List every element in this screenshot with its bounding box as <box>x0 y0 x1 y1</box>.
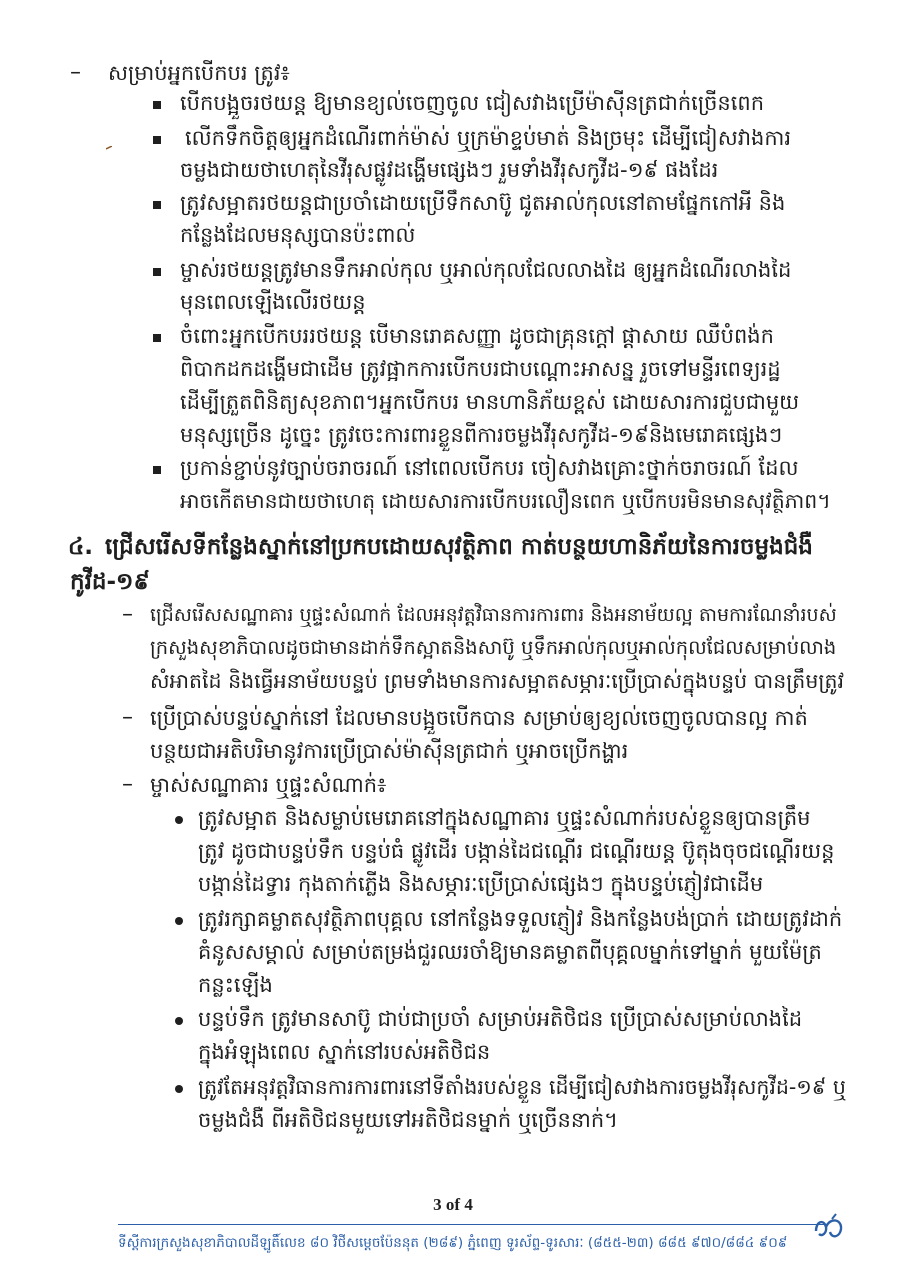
section-item-1-line-3: សំអាតដៃ និងធ្វើអនាម័យបន្ទប់ ព្រមទាំងមានការសម្អាតសម្ភារៈប្រើប្រាស់ក្នុងបន្ទប់ បានត្រឹមត្រូវ <box>150 669 844 693</box>
driver-bullet-5-line-3: ដើម្បីត្រួតពិនិត្យសុខភាព។អ្នកបើកបរ មានហានិភ័យខ្ពស់ ដោយសារការជួបជាមួយ <box>180 390 800 414</box>
driver-bullet-3-line-1: ត្រូវសម្អាតរថយន្តជាប្រចាំដោយប្រើទឹកសាប៊ូ ជូតអាល់កុលនៅតាមផ្នែកកៅអី និង <box>180 191 786 215</box>
owner-bullet-4-line-2: ចម្លងជំងឺ ពីអតិថិជនមួយទៅអតិថិជនម្នាក់ ឬច្រើននាក់។ <box>198 1108 619 1132</box>
square-bullet <box>153 466 161 474</box>
driver-bullet-6-line-1: ប្រកាន់ខ្ជាប់នូវច្បាប់ចរាចរណ៍ នៅពេលបើកបរ ចៀសវាងគ្រោះថ្នាក់ចរាចរណ៍ ដែល <box>180 456 799 480</box>
section-title-line-1: ជ្រើសរើសទីកន្លែងស្នាក់នៅប្រកបដោយសុវត្ថិភាព កាត់បន្ថយហានិភ័យនៃការចម្លងជំងឺ <box>105 534 813 560</box>
section-title-line-2: កូវីដ-១៩ <box>70 569 150 595</box>
footer-rule <box>118 1224 828 1225</box>
section-item-1-line-1: ជ្រើសរើសសណ្ឋាគារ ឬផ្ទះសំណាក់ ដែលអនុវត្តវិធានការការពារ និងអនាម័យល្អ តាមការណែនាំរបស់ <box>150 604 837 626</box>
owner-bullet-2-line-3: កន្លះឡើង <box>198 973 273 997</box>
owner-bullet-2-line-2: គំនូសសម្គាល់ សម្រាប់តម្រង់ជួរឈរចាំឱ្យមានគម្លាតពីបុគ្គលម្នាក់ទៅម្នាក់ មួយម៉ែត្រ <box>198 940 822 964</box>
ministry-logo-icon <box>812 1213 846 1243</box>
driver-bullet-5-line-1: ចំពោះអ្នកបើកបររថយន្ត បើមានរោគសញ្ញា ដូចជាគ្រុនក្តៅ ផ្តាសាយ ឈឺបំពង់ក <box>180 324 774 348</box>
round-bullet <box>175 1017 183 1025</box>
dash-marker: – <box>122 705 133 730</box>
owner-bullet-4-line-1: ត្រូវតែអនុវត្តវិធានការការពារនៅទីតាំងរបស់ខ្លួន ដើម្បីជៀសវាងការចម្លងវីរុសកូវីដ-១៩ ឬ <box>198 1075 846 1099</box>
driver-bullet-5-line-4: មនុស្សច្រើន ដូច្នេះ ត្រូវចេះការពារខ្លួនពីការចម្លងវីរុសកូវីដ-១៩និងមេរោគផ្សេងៗ <box>180 423 783 447</box>
dash-marker: – <box>122 602 133 627</box>
round-bullet <box>175 1085 183 1093</box>
driver-bullet-2-line-1: លើកទឹកចិត្តឲ្យអ្នកដំណើរពាក់ម៉ាស់ ឬក្រម៉ាខ្ទប់មាត់ និងច្រមុះ ដើម្បីជៀសវាងការ <box>185 126 792 150</box>
section-item-3-line-1: ម្ចាស់សណ្ឋាគារ ឬផ្ទះសំណាក់៖ <box>150 773 387 797</box>
square-bullet <box>153 201 161 209</box>
round-bullet <box>175 816 183 824</box>
dash-marker: – <box>70 60 81 85</box>
driver-bullet-6-line-2: អាចកើតមានជាយថាហេតុ ដោយសារការបើកបរលឿនពេក ឬបើកបរមិនមានសុវត្ថិភាព។ <box>180 489 831 513</box>
section-item-1-line-2: ក្រសួងសុខាភិបាលដូចជាមានដាក់ទឹកស្អាតនិងសាប៊ូ ឬទឹកអាល់កុលឬអាល់កុលជែលសម្រាប់លាង <box>150 636 837 659</box>
intro-line: សម្រាប់អ្នកបើកបរ ត្រូវ៖ <box>108 61 290 85</box>
square-bullet <box>153 334 161 342</box>
section-item-2-line-2: បន្ថយជាអតិបរិមានូវការប្រើប្រាស់ម៉ាស៊ីនត្រជាក់ ឬអាចប្រើកង្ហារ <box>150 739 629 763</box>
square-bullet <box>153 136 161 144</box>
owner-bullet-3-line-1: បន្ទប់ទឹក ត្រូវមានសាប៊ូ ជាប់ជាប្រចាំ សម្រាប់អតិថិជន ប្រើប្រាស់សម្រាប់លាងដៃ <box>198 1007 803 1031</box>
owner-bullet-1-line-3: បង្កាន់ដៃទ្វារ កុងតាក់ភ្លើង និងសម្ភារៈប្រើប្រាស់ផ្សេងៗ ក្នុងបន្ទប់ភ្ញៀវជាដើម <box>198 872 764 896</box>
owner-bullet-2-line-1: ត្រូវរក្សាគម្លាតសុវត្ថិភាពបុគ្គល នៅកន្លែងទទួលភ្ញៀវ និងកន្លែងបង់ប្រាក់ ដោយត្រូវដាក់ <box>198 907 843 931</box>
section-number: ៤. <box>68 534 94 560</box>
owner-bullet-3-line-2: ក្នុងអំឡុងពេល ស្នាក់នៅរបស់អតិថិជន <box>198 1040 491 1064</box>
driver-bullet-2-line-2: ចម្លងជាយថាហេតុនៃវីរុសផ្លូវដង្ហើមផ្សេងៗ រួមទាំងវីរុសកូវីដ-១៩ ផងដែរ <box>180 158 719 182</box>
dash-marker: – <box>122 772 133 797</box>
page-number: 3 of 4 <box>433 1195 473 1214</box>
driver-bullet-1-line-1: បើកបង្អួចរថយន្ត ឱ្យមានខ្យល់ចេញចូល ជៀសវាងប្រើម៉ាស៊ីនត្រជាក់ច្រើនពេក <box>180 91 765 115</box>
driver-bullet-3-line-2: កន្លែងដែលមនុស្សបានប៉ះពាល់ <box>180 223 416 247</box>
pen-mark <box>106 146 112 150</box>
footer-address: ទីស្តីការក្រសួងសុខាភិបាលដីឡូតិ៍លេខ ៨០ វិថីសម្តេចប៉ែននុត (២៨៩) ភ្នំពេញ ទូរស័ព្ទ-ទូរសារៈ (៨៥៥-២៣) ៨៨៥ ៩៧០/៨៨៤ ៩០៩ <box>118 1235 788 1251</box>
round-bullet <box>175 917 183 925</box>
driver-bullet-4-line-2: មុនពេលឡើងលើរថយន្ត <box>180 290 366 314</box>
section-item-2-line-1: ប្រើប្រាស់បន្ទប់ស្នាក់នៅ ដែលមានបង្អួចបើកបាន សម្រាប់ឲ្យខ្យល់ចេញចូលបានល្អ កាត់ <box>150 706 808 730</box>
square-bullet <box>153 268 161 276</box>
driver-bullet-5-line-2: ពិបាកដកដង្ហើមជាដើម ត្រូវផ្អាកការបើកបរជាបណ្តោះអាសន្ន រួចទៅមន្ទីរពេទ្យរដ្ឋ <box>180 357 781 381</box>
owner-bullet-1-line-1: ត្រូវសម្អាត និងសម្លាប់មេរោគនៅក្នុងសណ្ឋាគារ ឬផ្ទះសំណាក់របស់ខ្លួនឲ្យបានត្រឹម <box>198 806 811 830</box>
square-bullet <box>153 101 161 109</box>
owner-bullet-1-line-2: ត្រូវ ដូចជាបន្ទប់ទឹក បន្ទប់ធំ ផ្លូវដើរ បង្កាន់ដៃជណ្តើរ ជណ្តើរយន្ត ប៊ូតុងចុចជណ្តើរយន្ត <box>198 839 835 863</box>
driver-bullet-4-line-1: ម្ចាស់រថយន្តត្រូវមានទឹកអាល់កុល ឬអាល់កុលជែលលាងដៃ ឲ្យអ្នកដំណើរលាងដៃ <box>180 258 792 282</box>
